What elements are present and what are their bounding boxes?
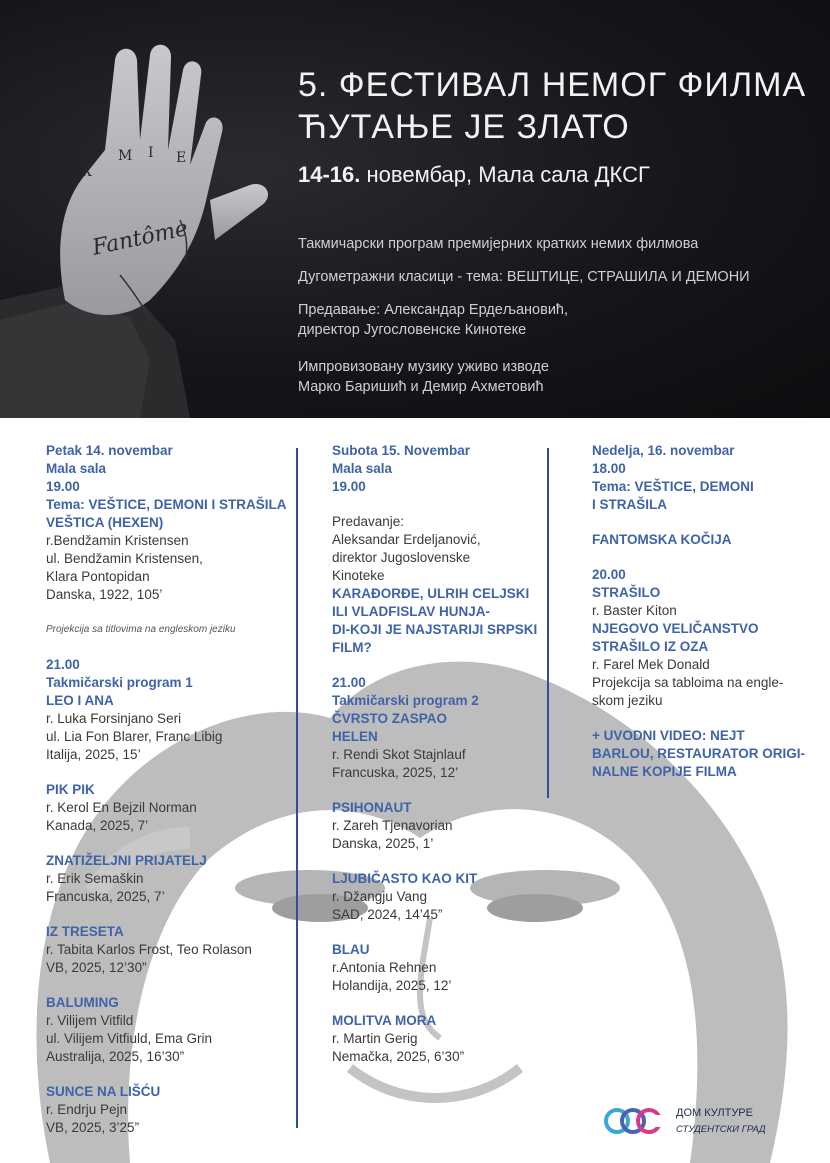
schedule-detail: Australija, 2025, 16’30” <box>46 1049 185 1064</box>
schedule-heading: + UVODNI VIDEO: NEJT <box>592 728 745 743</box>
schedule-note: Projekcija sa titlovima na engleskom jeziku <box>46 624 236 635</box>
spacer <box>46 835 291 852</box>
festival-dates <box>298 162 650 188</box>
schedule-heading: 19.00 <box>332 479 366 494</box>
spacer <box>332 853 542 870</box>
svg-text:X: X <box>82 164 92 180</box>
schedule-heading: FILM? <box>332 640 372 655</box>
schedule-detail: r. Kerol En Bejzil Norman <box>46 800 197 815</box>
schedule-detail: Klara Pontopidan <box>46 569 150 584</box>
schedule-heading: Nedelja, 16. novembar <box>592 443 735 458</box>
schedule-heading: PIK PIK <box>46 782 95 797</box>
schedule-detail: Danska, 2025, 1’ <box>332 836 434 851</box>
header-banner <box>0 0 830 418</box>
schedule-heading: 20.00 <box>592 567 626 582</box>
schedule-heading: NALNE KOPIJE FILMA <box>592 764 737 779</box>
spacer <box>46 977 291 994</box>
hand-tattoo-text: Fantôme <box>90 216 191 261</box>
spacer <box>46 639 291 656</box>
schedule-heading: Takmičarski program 1 <box>46 675 193 690</box>
schedule-detail: Kanada, 2025, 7’ <box>46 818 149 833</box>
spacer <box>332 924 542 941</box>
schedule-heading: BLAU <box>332 942 370 957</box>
schedule-detail: Predavanje: <box>332 514 405 529</box>
schedule-detail: Nemačka, 2025, 6’30” <box>332 1049 465 1064</box>
desc-line-6: Марко Баришић и Демир Ахметовић <box>298 379 544 395</box>
schedule-heading: STRAŠILO IZ OZA <box>592 639 709 654</box>
spacer <box>46 604 291 621</box>
schedule-heading: KARAĐORĐE, ULRIH CELJSKI <box>332 586 530 601</box>
schedule-heading: Mala sala <box>332 461 393 476</box>
schedule-heading: I STRAŠILA <box>592 497 668 512</box>
schedule-heading: ILI VLADFISLAV HUNJA- <box>332 604 490 619</box>
schedule-heading: LJUBIČASTO KAO KIT <box>332 871 478 886</box>
schedule-heading: VEŠTICA (HEXEN) <box>46 515 164 530</box>
schedule-detail: r. Vilijem Vitfild <box>46 1013 134 1028</box>
schedule-saturday <box>332 442 542 1066</box>
schedule-heading: MOLITVA MORA <box>332 1013 437 1028</box>
tattooed-hand-illustration <box>0 0 300 418</box>
schedule-detail: Holandija, 2025, 12’ <box>332 978 452 993</box>
spacer <box>332 995 542 1012</box>
desc-line-1: Такмичарски програм премијерних кратких немих филмова <box>298 236 699 252</box>
schedule-heading: Takmičarski program 2 <box>332 693 479 708</box>
schedule-heading: STRAŠILO <box>592 585 661 600</box>
logo-name: ДОМ КУЛТУРЕ <box>676 1107 753 1119</box>
spacer <box>332 496 542 513</box>
schedule-detail: VB, 2025, 12’30” <box>46 960 147 975</box>
schedule-detail: Projekcija sa tabloima na engle- <box>592 675 784 690</box>
spacer <box>46 764 291 781</box>
schedule-detail: r. Luka Forsinjano Seri <box>46 711 182 726</box>
schedule-detail: Kinoteke <box>332 568 385 583</box>
svg-text:M: M <box>118 148 133 164</box>
schedule-heading: BARLOU, RESTAURATOR ORIGI- <box>592 746 805 761</box>
schedule-detail: r. Džangju Vang <box>332 889 428 904</box>
schedule-detail: Danska, 1922, 105’ <box>46 587 163 602</box>
spacer <box>592 710 822 727</box>
festival-subtitle: ЋУТАЊЕ ЈЕ ЗЛАТО <box>298 108 630 146</box>
schedule-detail: r. Tabita Karlos Frost, Teo Rolason <box>46 942 252 957</box>
schedule-heading: Mala sala <box>46 461 107 476</box>
desc-line-2: Дугометражни класици - тема: ВЕШТИЦЕ, СТРАШИЛА И ДЕМОНИ <box>298 269 750 285</box>
festival-title: 5. ФЕСТИВАЛ НЕМОГ ФИЛМА <box>298 66 807 104</box>
spacer <box>592 514 822 531</box>
schedule-detail: Francuska, 2025, 12’ <box>332 765 459 780</box>
schedule-heading: Subota 15. Novembar <box>332 443 471 458</box>
schedule-heading: 21.00 <box>46 657 80 672</box>
svg-text:I: I <box>148 145 154 161</box>
column-divider-1 <box>296 448 298 1128</box>
svg-text:E: E <box>176 150 187 166</box>
schedule-detail: r. Endrju Pejn <box>46 1102 128 1117</box>
schedule-detail: r. Erik Semaškin <box>46 871 144 886</box>
schedule-detail: r. Rendi Skot Stajnlauf <box>332 747 466 762</box>
schedule-detail: r. Farel Mek Donald <box>592 657 710 672</box>
schedule-heading: Tema: VEŠTICE, DEMONI <box>592 479 754 494</box>
schedule-detail: VB, 2025, 3’25” <box>46 1120 140 1135</box>
spacer <box>592 549 822 566</box>
schedule-detail: ul. Lia Fon Blarer, Franc Libig <box>46 729 223 744</box>
schedule-heading: 19.00 <box>46 479 80 494</box>
dom-kulture-logo-icon <box>603 1101 669 1141</box>
schedule-heading: ČVRSTO ZASPAO <box>332 711 448 726</box>
schedule-detail: r.Antonia Rehnen <box>332 960 437 975</box>
schedule-detail: skom jeziku <box>592 693 663 708</box>
dates-range: 14-16. <box>298 162 361 187</box>
schedule-heading: SUNCE NA LIŠĆU <box>46 1084 161 1099</box>
schedule-detail: Francuska, 2025, 7’ <box>46 889 165 904</box>
schedule-detail: r.Bendžamin Kristensen <box>46 533 189 548</box>
schedule-heading: BALUMING <box>46 995 119 1010</box>
schedule-detail: Italija, 2025, 15’ <box>46 747 141 762</box>
schedule-heading: 21.00 <box>332 675 366 690</box>
schedule-detail: ul. Vilijem Vitfiuld, Ema Grin <box>46 1031 213 1046</box>
schedule-sunday <box>592 442 822 781</box>
schedule-heading: LEO I ANA <box>46 693 114 708</box>
schedule-detail: ul. Bendžamin Kristensen, <box>46 551 203 566</box>
schedule-heading: ZNATIŽELJNI PRIJATELJ <box>46 853 207 868</box>
column-divider-2 <box>547 448 549 798</box>
spacer <box>46 906 291 923</box>
schedule-detail: r. Baster Kiton <box>592 603 677 618</box>
desc-line-4: директор Југословенске Кинотеке <box>298 322 527 338</box>
spacer <box>46 1066 291 1083</box>
schedule-detail: SAD, 2024, 14’45” <box>332 907 443 922</box>
schedule-heading: PSIHONAUT <box>332 800 412 815</box>
desc-line-3: Предавање: Александар Ердељановић, <box>298 302 569 318</box>
spacer <box>332 657 542 674</box>
schedule-heading: NJEGOVO VELIČANSTVO <box>592 621 759 636</box>
logo-subtitle: СТУДЕНТСКИ ГРАД <box>676 1124 766 1135</box>
schedule-detail: r. Martin Gerig <box>332 1031 418 1046</box>
schedule-heading: HELEN <box>332 729 378 744</box>
dates-venue: новембар, Мала сала ДКСГ <box>360 162 650 187</box>
spacer <box>332 782 542 799</box>
schedule-heading: Petak 14. novembar <box>46 443 173 458</box>
schedule-heading: IZ TRESETA <box>46 924 124 939</box>
schedule-heading: Tema: VEŠTICE, DEMONI I STRAŠILA <box>46 497 287 512</box>
schedule-heading: FANTOMSKA KOČIJA <box>592 532 732 547</box>
schedule-detail: r. Zareh Tjenavorian <box>332 818 453 833</box>
schedule-heading: DI-KOJI JE NAJSTARIJI SRPSKI <box>332 622 538 637</box>
schedule-detail: direktor Jugoslovenske <box>332 550 471 565</box>
desc-line-5: Импровизовану музику уживо изводе <box>298 359 549 375</box>
schedule-detail: Aleksandar Erdeljanović, <box>332 532 481 547</box>
schedule-heading: 18.00 <box>592 461 626 476</box>
schedule-friday <box>46 442 291 1137</box>
